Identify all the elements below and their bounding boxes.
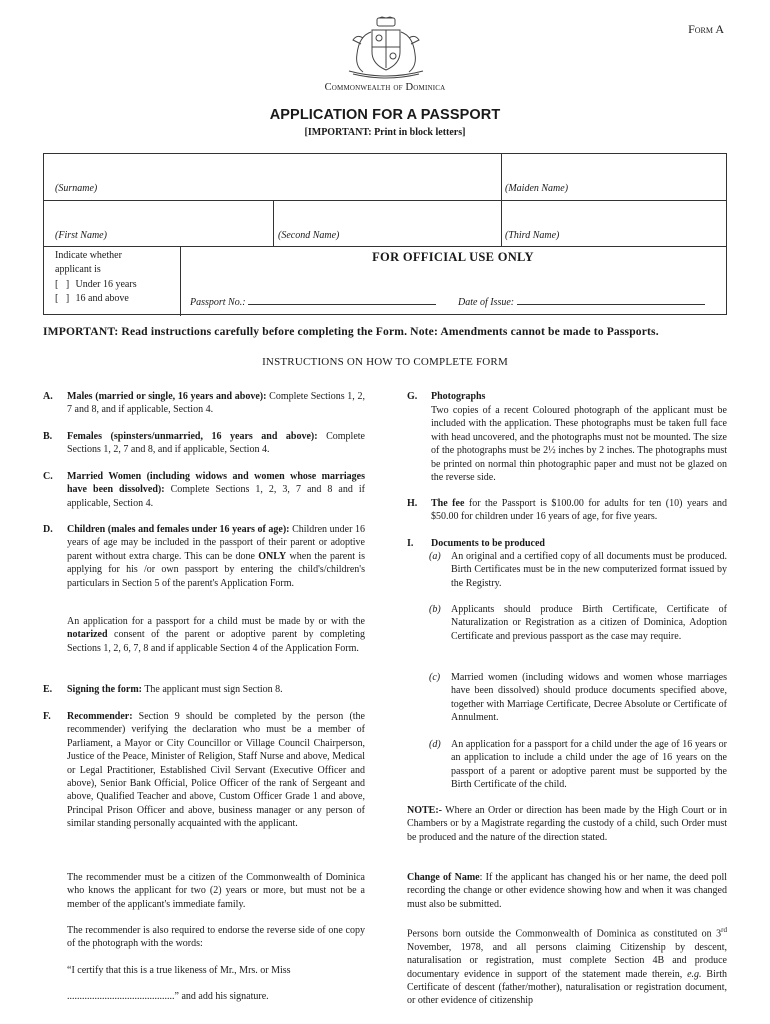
indicate-label-2: applicant is: [55, 264, 101, 275]
sub-item-text: An application for a passport for a child under the age of 16 years or an application to include a child under the age of 16 years on the passport of a parent or adoptive parent must be supported by the Birth Certificate of the child.: [451, 739, 727, 791]
instruction-d-continued: [67, 615, 365, 655]
checkbox-icon[interactable]: [ ]: [55, 279, 70, 290]
item-heading: Males (married or single, 16 years and above):: [67, 391, 267, 402]
over-16-label: 16 and above: [75, 293, 129, 304]
born-outside-text: [407, 924, 727, 1008]
sub-item-text: An original and a certified copy of all documents must be produced. Birth Certificates must be in the new computerized format issued by the Registry.: [451, 551, 727, 589]
item-letter: D.: [43, 524, 53, 535]
item-letter: C.: [43, 471, 53, 482]
date-of-issue-line: [517, 296, 705, 305]
first-name-field[interactable]: (First Name): [55, 230, 107, 241]
note-text: Where an Order or direction has been made by the High Court or in Chambers or by a Magistrate regarding the custody of a child, such Order must be produced and the nature of the direction stated.: [407, 805, 727, 843]
item-emphasis: ONLY: [258, 550, 287, 562]
item-heading: Documents to be produced: [431, 538, 545, 549]
item-heading: Females (spinsters/unmarried, 16 years and above):: [67, 431, 318, 442]
passport-no-line: [248, 296, 436, 305]
item-text: consent of the parent or adoptive parent by completing Sections 1, 2, 6, 7, 8 and if applicable Section 4 of the Application Form.: [67, 629, 365, 654]
under-16-label: Under 16 years: [75, 279, 137, 290]
passport-no-label: Passport No.:: [190, 297, 246, 308]
passport-no-field[interactable]: [190, 296, 436, 308]
item-text: Complete Sections 1, 2, 3, 7 and 8 and if applicable, Section 4.: [67, 484, 365, 509]
print-instruction: [IMPORTANT: Print in block letters]: [304, 127, 466, 138]
born-text: Persons born outside the Commonwealth of Dominica as constituted on 3: [407, 928, 722, 940]
recommender-endorse: The recommender is also required to endorse the reverse side of one copy of the photograph with the words:: [67, 925, 365, 950]
recommender-citizen: The recommender must be a citizen of the Commonwealth of Dominica who knows the applicant for two (2) years or more, but must not be a member of the applicant's immediate family.: [67, 872, 365, 910]
change-heading: Change of Name: [407, 872, 480, 883]
page-title: APPLICATION FOR A PASSPORT: [269, 107, 501, 123]
date-of-issue-field[interactable]: [458, 296, 705, 308]
divider: [501, 154, 502, 200]
born-text: November, 1978, and all persons claiming Citizenship by descent, naturalisation or registration, must complete Section 4B and produce documentary evidence in support of the statement made therein,: [407, 941, 727, 980]
indicate-label: Indicate whether: [55, 250, 122, 261]
sub-item-tag: (b): [429, 604, 441, 615]
left-instructions: [43, 390, 365, 1020]
item-heading: Children (males and females under 16 years of age):: [67, 524, 290, 535]
change-text: : If the applicant has changed his or her name, the deed poll recording the change or other evidence showing how and when it was changed must also be submitted.: [407, 872, 727, 910]
over-16-option[interactable]: [55, 293, 129, 304]
item-emphasis: notarized: [67, 629, 108, 641]
divider: [273, 200, 274, 246]
sub-item-tag: (a): [429, 551, 441, 562]
item-text: for the Passport is $100.00 for adults for ten (10) years and $50.00 for children under 16 years of age, for five years.: [431, 498, 727, 523]
item-letter: E.: [43, 684, 53, 695]
divider: [44, 246, 726, 247]
item-text: An application for a passport for a child must be made by or with the: [67, 616, 365, 627]
checkbox-icon[interactable]: [ ]: [55, 293, 70, 304]
third-name-field[interactable]: (Third Name): [505, 230, 560, 241]
item-letter: G.: [407, 391, 418, 402]
divider: [44, 200, 726, 201]
item-heading: Photographs: [431, 391, 486, 402]
coat-of-arms-icon: [341, 16, 431, 80]
applicant-form-box: [43, 153, 727, 315]
photographs-text: Two copies of a recent Coloured photograph of the applicant must be included with the application. These photographs must be taken full face with head uncovered, and the photographs must not be mounted. The size of the photographs must be 2½ inches by 2 inches. The photographs must be printed on normal thin photographic paper and must not be glazed on the reverse side.: [431, 405, 727, 484]
under-16-option[interactable]: [55, 279, 137, 290]
superscript: rd: [721, 926, 727, 934]
item-heading: The fee: [431, 498, 465, 509]
item-letter: A.: [43, 391, 53, 402]
item-text: when the parent is applying for his /or own passport by entering the child's/children's particulars in Section 5 of the parent's Application Form.: [67, 550, 365, 589]
official-use-heading: FOR OFFICIAL USE ONLY: [372, 250, 534, 264]
item-text: Section 9 should be completed by the person (the recommender) verifying the declaration who must be a member of Parliament, a Mayor or City Councillor or Village Council Chairperson, Justice of the Peace, Minister of Religion, Staff Nurse and above, Medical or Legal Practitioner, Established Civil Servant (Executive Officer and above), Senior Bank Official, Police Officer of the rank of Sergeant and above, Qualified Teacher and above, Custom Officer Grade 1 and above, Principal Prison Officer and above, business manager or any person of similar standing personally acquainted with the applicant.: [67, 711, 365, 830]
signature-line: ...........................................” and add his signature.: [67, 991, 269, 1002]
sub-item-text: Applicants should produce Birth Certificate, Certificate of Naturalization or Registration as a citizen of Dominica, Adoption Certificate and previous passport as the case may require.: [451, 604, 727, 642]
instructions-title: INSTRUCTIONS ON HOW TO COMPLETE FORM: [262, 356, 508, 368]
maiden-name-field[interactable]: (Maiden Name): [505, 183, 569, 194]
item-text: Children under 16 years of age may be included in the passport of their parent or adoptive parent without extra charge. This can be done: [67, 524, 365, 562]
item-heading: Married Women (including widows and women whose marriages have been dissolved):: [67, 471, 365, 496]
item-letter: I.: [407, 538, 414, 549]
item-heading: Recommender:: [67, 711, 133, 722]
sub-item-tag: (d): [429, 739, 441, 750]
country-name: Commonwealth of Dominica: [324, 82, 446, 93]
right-instructions: [407, 390, 727, 1020]
item-text: Complete Sections 1, 2, 7 and 8, and if applicable, Section 4.: [67, 431, 365, 456]
custody-note: [407, 804, 727, 844]
sub-item-text: Married women (including widows and women whose marriages have been dissolved) should produce documents specified above, together with Marriage Certificate, Decree Absolute or Certificate of Annulment.: [451, 672, 727, 724]
note-heading: NOTE:-: [407, 805, 442, 816]
item-text: The applicant must sign Section 8.: [142, 684, 283, 695]
born-text: Birth Certificate of descent (father/mother), naturalisation or registration document, or other evidence of citizenship: [407, 968, 727, 1007]
change-of-name: [407, 871, 727, 911]
item-letter: H.: [407, 498, 418, 509]
surname-field[interactable]: (Surname): [55, 183, 98, 194]
certify-text: “I certify that this is a true likeness of Mr., Mrs. or Miss: [67, 965, 291, 976]
item-heading: Signing the form:: [67, 684, 142, 695]
second-name-field[interactable]: (Second Name): [278, 230, 340, 241]
item-letter: F.: [43, 711, 51, 722]
date-of-issue-label: Date of Issue:: [458, 297, 515, 308]
form-label: Form A: [688, 22, 724, 36]
item-text: Complete Sections 1, 2, 7 and 8, and if applicable, Section 4.: [67, 391, 365, 416]
sub-item-tag: (c): [429, 672, 441, 683]
important-notice: IMPORTANT: Read instructions carefully before completing the Form. Note: Amendments cannot be made to Passports.: [43, 325, 659, 338]
divider: [501, 200, 502, 246]
item-letter: B.: [43, 431, 53, 442]
born-eg: e.g.: [687, 968, 702, 980]
